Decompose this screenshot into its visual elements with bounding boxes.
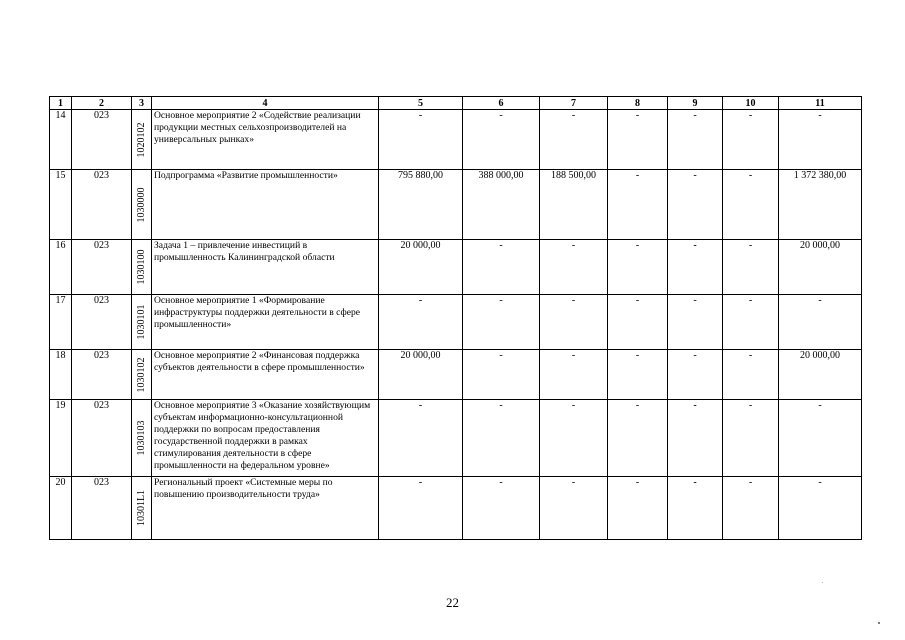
program-code-cell	[132, 240, 152, 295]
value-col-9: -	[668, 170, 723, 240]
header-cell-5: 5	[379, 97, 463, 110]
table-row	[50, 240, 862, 295]
value-col-9: -	[668, 400, 723, 477]
header-cell-3: 3	[132, 97, 152, 110]
value-col-10: -	[723, 110, 779, 170]
program-code-cell	[132, 400, 152, 477]
value-col-8: -	[608, 477, 668, 540]
value-col-6: -	[463, 295, 540, 350]
value-col-10: -	[723, 295, 779, 350]
program-code-cell	[132, 477, 152, 540]
program-code: 1030101	[135, 304, 147, 340]
value-col-7: -	[540, 240, 608, 295]
row-number: 19	[50, 400, 72, 477]
value-col-5: -	[379, 295, 463, 350]
table-row	[50, 295, 862, 350]
value-col-8: -	[608, 110, 668, 170]
value-col-11: 20 000,00	[779, 350, 862, 400]
value-col-11: -	[779, 110, 862, 170]
header-cell-10: 10	[723, 97, 779, 110]
value-col-5: -	[379, 477, 463, 540]
value-col-6: -	[463, 110, 540, 170]
program-code: 1030000	[135, 187, 147, 222]
value-col-5: 795 880,00	[379, 170, 463, 240]
value-col-6: -	[463, 350, 540, 400]
program-code: 1030103	[135, 420, 147, 456]
budget-table	[49, 96, 862, 540]
value-col-7: -	[540, 350, 608, 400]
row-number: 16	[50, 240, 72, 295]
row-description: Основное мероприятие 1 «Формирование инфраструктуры поддержки деятельности в сфере промышленности»	[152, 295, 379, 350]
admin-code: 023	[72, 295, 132, 350]
value-col-11: -	[779, 400, 862, 477]
value-col-11: -	[779, 477, 862, 540]
table-row	[50, 400, 862, 477]
value-col-6: 388 000,00	[463, 170, 540, 240]
value-col-9: -	[668, 295, 723, 350]
program-code-cell	[132, 295, 152, 350]
table-row	[50, 110, 862, 170]
row-number: 20	[50, 477, 72, 540]
row-number: 14	[50, 110, 72, 170]
value-col-6: -	[463, 400, 540, 477]
admin-code: 023	[72, 240, 132, 295]
value-col-7: 188 500,00	[540, 170, 608, 240]
row-number: 17	[50, 295, 72, 350]
admin-code: 023	[72, 110, 132, 170]
value-col-10: -	[723, 350, 779, 400]
program-code-cell	[132, 350, 152, 400]
admin-code: 023	[72, 400, 132, 477]
header-cell-7: 7	[540, 97, 608, 110]
program-code: 1030100	[135, 249, 147, 285]
header-cell-8: 8	[608, 97, 668, 110]
row-description: Подпрограмма «Развитие промышленности»	[152, 170, 379, 240]
row-number: 18	[50, 350, 72, 400]
program-code: 10301L1	[135, 489, 147, 527]
value-col-9: -	[668, 240, 723, 295]
row-description: Основное мероприятие 2 «Финансовая поддержка субъектов деятельности в сфере промышленности»	[152, 350, 379, 400]
value-col-8: -	[608, 350, 668, 400]
table-row	[50, 350, 862, 400]
value-col-11: 1 372 380,00	[779, 170, 862, 240]
value-col-8: -	[608, 240, 668, 295]
value-col-6: -	[463, 477, 540, 540]
table-row	[50, 170, 862, 240]
value-col-10: -	[723, 477, 779, 540]
value-col-7: -	[540, 477, 608, 540]
header-cell-2: 2	[72, 97, 132, 110]
value-col-7: -	[540, 110, 608, 170]
value-col-5: 20 000,00	[379, 240, 463, 295]
scan-speck	[822, 582, 823, 583]
value-col-10: -	[723, 400, 779, 477]
program-code: 1030102	[135, 357, 147, 392]
value-col-9: -	[668, 350, 723, 400]
header-cell-1: 1	[50, 97, 72, 110]
value-col-11: -	[779, 295, 862, 350]
scan-speck	[878, 622, 880, 624]
value-col-8: -	[608, 400, 668, 477]
header-cell-6: 6	[463, 97, 540, 110]
admin-code: 023	[72, 170, 132, 240]
header-cell-4: 4	[152, 97, 379, 110]
value-col-7: -	[540, 400, 608, 477]
header-cell-11: 11	[779, 97, 862, 110]
value-col-7: -	[540, 295, 608, 350]
header-cell-9: 9	[668, 97, 723, 110]
value-col-10: -	[723, 170, 779, 240]
header-row	[50, 97, 862, 110]
table-row	[50, 477, 862, 540]
value-col-8: -	[608, 170, 668, 240]
page-number: 22	[446, 595, 459, 610]
program-code-cell	[132, 170, 152, 240]
row-description: Основное мероприятие 2 «Содействие реализации продукции местных сельхозпроизводителей на универсальных рынках»	[152, 110, 379, 170]
value-col-8: -	[608, 295, 668, 350]
admin-code: 023	[72, 350, 132, 400]
value-col-6: -	[463, 240, 540, 295]
value-col-10: -	[723, 240, 779, 295]
row-number: 15	[50, 170, 72, 240]
row-description: Региональный проект «Системные меры по повышению производительности труда»	[152, 477, 379, 540]
value-col-9: -	[668, 110, 723, 170]
value-col-5: -	[379, 400, 463, 477]
value-col-5: 20 000,00	[379, 350, 463, 400]
value-col-5: -	[379, 110, 463, 170]
row-description: Задача 1 – привлечение инвестиций в промышленность Калининградской области	[152, 240, 379, 295]
program-code-cell	[132, 110, 152, 170]
value-col-11: 20 000,00	[779, 240, 862, 295]
program-code: 1020102	[135, 122, 147, 157]
value-col-9: -	[668, 477, 723, 540]
admin-code: 023	[72, 477, 132, 540]
row-description: Основное мероприятие 3 «Оказание хозяйствующим субъектам информационно-консультационной поддержки по вопросам предоставления государственной поддержки в рамках стимулирования деятельности в сфере промышленности на федеральном уровне»	[152, 400, 379, 477]
